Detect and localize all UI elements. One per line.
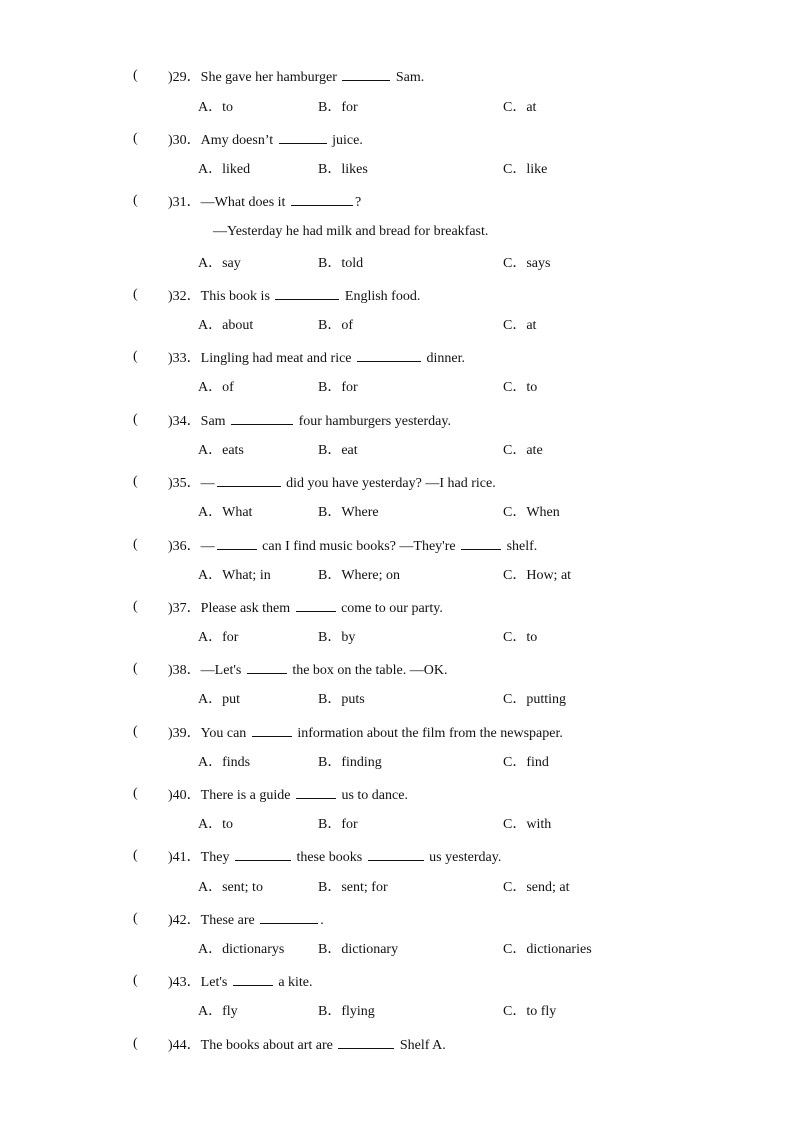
option-c[interactable]: C．send; at <box>503 880 570 895</box>
question-text <box>168 722 563 744</box>
answer-paren-close: ) <box>168 1038 173 1053</box>
answer-blank[interactable] <box>252 722 292 737</box>
question-number: 37 <box>172 601 187 616</box>
answer-paren-close: ) <box>168 476 173 491</box>
option-b[interactable]: B．Where; on <box>318 568 401 583</box>
option-a[interactable]: A．put <box>198 692 240 707</box>
question-line <box>0 722 794 742</box>
option-c[interactable]: C．putting <box>503 692 567 707</box>
question-number-dot: ． <box>186 726 201 741</box>
answer-paren[interactable]: ( <box>133 911 138 926</box>
option-b[interactable]: B．likes <box>318 162 368 177</box>
option-c[interactable]: C．to <box>503 380 538 395</box>
question-text-part: shelf. <box>503 539 538 554</box>
question-number: 31 <box>172 195 187 210</box>
question-number: 32 <box>172 289 187 304</box>
question-text-part: —Let's <box>200 663 245 678</box>
option-a[interactable]: A．What <box>198 505 253 520</box>
option-c[interactable]: C．to fly <box>503 1004 557 1019</box>
question-line <box>0 659 794 679</box>
question-text <box>168 285 420 307</box>
option-a[interactable]: A．What; in <box>198 568 271 583</box>
question-line <box>0 846 794 866</box>
option-b[interactable]: B．told <box>318 256 364 271</box>
option-a[interactable]: A．finds <box>198 755 251 770</box>
question-text-part: Amy doesn’t <box>200 133 277 148</box>
answer-paren-close: ) <box>168 289 173 304</box>
answer-paren-close: ) <box>168 351 173 366</box>
question-text-part: Let's <box>200 975 231 990</box>
question-text <box>168 971 313 993</box>
question-text <box>168 129 363 151</box>
answer-paren-close: ) <box>168 913 173 928</box>
question-text <box>168 410 451 432</box>
question-line <box>0 597 794 617</box>
question-number: 33 <box>172 351 187 366</box>
answer-blank[interactable] <box>247 659 287 674</box>
answer-blank[interactable] <box>231 410 293 425</box>
answer-paren[interactable]: ( <box>133 724 138 739</box>
question-number: 44 <box>172 1038 187 1053</box>
option-c[interactable]: C．How; at <box>503 568 572 583</box>
answer-blank[interactable] <box>233 971 273 986</box>
question-text <box>168 659 447 681</box>
question-text <box>168 909 324 931</box>
question-text <box>168 535 537 557</box>
question-number-dot: ． <box>186 414 201 429</box>
answer-paren[interactable]: ( <box>133 661 138 676</box>
question-sub-text: —Yesterday he had milk and bread for breakfast. <box>213 224 489 239</box>
question-text-part: ? <box>354 195 362 210</box>
answer-blank[interactable] <box>342 66 390 81</box>
question-number-dot: ． <box>186 913 201 928</box>
question-number-dot: ． <box>186 289 201 304</box>
question-number-dot: ． <box>186 351 201 366</box>
options-line <box>0 1002 794 1022</box>
question-line <box>0 784 794 804</box>
question-text-part: Please ask them <box>200 601 294 616</box>
answer-paren[interactable]: ( <box>133 287 138 302</box>
question-line <box>0 66 794 86</box>
option-b[interactable]: B．sent; for <box>318 880 388 895</box>
answer-blank[interactable] <box>217 472 281 487</box>
question-number: 41 <box>172 850 187 865</box>
question-text-part: dinner. <box>423 351 466 366</box>
question-text-part: There is a guide <box>200 788 294 803</box>
options-line <box>0 628 794 648</box>
question-text-part: She gave her hamburger <box>200 70 341 85</box>
answer-paren[interactable]: ( <box>133 1036 138 1051</box>
option-c[interactable]: C．with <box>503 817 552 832</box>
options-line <box>0 98 794 118</box>
answer-paren-close: ) <box>168 601 173 616</box>
option-b[interactable]: B．finding <box>318 755 382 770</box>
option-b[interactable]: B．by <box>318 630 356 645</box>
question-number: 39 <box>172 726 187 741</box>
option-b[interactable]: B．of <box>318 318 353 333</box>
question-number-dot: ． <box>186 601 201 616</box>
option-c[interactable]: C．find <box>503 755 549 770</box>
option-a[interactable]: A．to <box>198 100 233 115</box>
answer-paren-close: ) <box>168 975 173 990</box>
question-text-part: Sam. <box>392 70 425 85</box>
question-text-part: come to our party. <box>337 601 443 616</box>
question-number-dot: ． <box>186 539 201 554</box>
question-number-dot: ． <box>186 195 201 210</box>
question-text-part: did you have yesterday? —I had rice. <box>282 476 496 491</box>
option-a[interactable]: A．fly <box>198 1004 238 1019</box>
options-line <box>0 690 794 710</box>
question-text-part: us yesterday. <box>425 850 502 865</box>
question-line <box>0 285 794 305</box>
question-number-dot: ． <box>186 70 201 85</box>
answer-paren[interactable]: ( <box>133 786 138 801</box>
question-text <box>168 191 361 213</box>
question-number: 40 <box>172 788 187 803</box>
option-a[interactable]: A．dictionarys <box>198 942 285 957</box>
answer-blank[interactable] <box>296 784 336 799</box>
question-subline <box>0 222 794 242</box>
option-b[interactable]: B．Where <box>318 505 379 520</box>
answer-paren-close: ) <box>168 850 173 865</box>
question-text <box>168 1034 446 1056</box>
answer-paren-close: ) <box>168 788 173 803</box>
answer-paren[interactable]: ( <box>133 599 138 614</box>
answer-paren-close: ) <box>168 539 173 554</box>
options-line <box>0 566 794 586</box>
answer-paren[interactable]: ( <box>133 412 138 427</box>
option-a[interactable]: A．eats <box>198 443 244 458</box>
option-c[interactable]: C．at <box>503 100 537 115</box>
question-number: 38 <box>172 663 187 678</box>
option-c[interactable]: C．to <box>503 630 538 645</box>
question-line <box>0 909 794 929</box>
question-text-part: The books about art are <box>200 1038 337 1053</box>
options-line <box>0 815 794 835</box>
question-text-part: Sam <box>200 414 230 429</box>
answer-paren[interactable]: ( <box>133 193 138 208</box>
question-text-part: —What does it <box>200 195 289 210</box>
answer-paren[interactable]: ( <box>133 537 138 552</box>
question-text-part: juice. <box>328 133 363 148</box>
question-line <box>0 1034 794 1054</box>
options-line <box>0 160 794 180</box>
answer-blank[interactable] <box>217 535 257 550</box>
answer-blank[interactable] <box>291 191 353 206</box>
question-number-dot: ． <box>186 788 201 803</box>
question-number: 35 <box>172 476 187 491</box>
question-text-part: four hamburgers yesterday. <box>295 414 451 429</box>
question-number: 29 <box>172 70 187 85</box>
question-line <box>0 472 794 492</box>
question-text-part: This book is <box>200 289 274 304</box>
answer-blank[interactable] <box>368 846 424 861</box>
question-text-part: — <box>200 476 215 491</box>
answer-paren-close: ) <box>168 414 173 429</box>
option-b[interactable]: B．for <box>318 817 358 832</box>
question-number: 30 <box>172 133 187 148</box>
option-a[interactable]: A．say <box>198 256 241 271</box>
answer-paren[interactable]: ( <box>133 474 138 489</box>
answer-blank[interactable] <box>235 846 291 861</box>
option-c[interactable]: C．dictionaries <box>503 942 592 957</box>
options-line <box>0 254 794 274</box>
question-text-part: can I find music books? —They're <box>258 539 460 554</box>
question-text-part: They <box>200 850 233 865</box>
question-number-dot: ． <box>186 850 201 865</box>
answer-blank[interactable] <box>279 129 327 144</box>
options-line <box>0 441 794 461</box>
question-number: 34 <box>172 414 187 429</box>
question-line <box>0 971 794 991</box>
option-a[interactable]: A．liked <box>198 162 251 177</box>
answer-paren[interactable]: ( <box>133 131 138 146</box>
question-number: 42 <box>172 913 187 928</box>
question-line <box>0 347 794 367</box>
question-number-dot: ． <box>186 663 201 678</box>
option-c[interactable]: C．ate <box>503 443 543 458</box>
question-text <box>168 66 424 88</box>
answer-paren-close: ) <box>168 133 173 148</box>
options-line <box>0 503 794 523</box>
answer-blank[interactable] <box>296 597 336 612</box>
question-line <box>0 191 794 211</box>
option-b[interactable]: B．for <box>318 100 358 115</box>
answer-blank[interactable] <box>338 1034 394 1049</box>
question-text-part: us to dance. <box>337 788 408 803</box>
question-text-part: — <box>200 539 215 554</box>
question-number-dot: ． <box>186 975 201 990</box>
options-line <box>0 316 794 336</box>
option-c[interactable]: C．says <box>503 256 551 271</box>
options-line <box>0 878 794 898</box>
question-text-part: these books <box>292 850 366 865</box>
question-line <box>0 129 794 149</box>
question-number-dot: ． <box>186 133 201 148</box>
question-number-dot: ． <box>186 476 201 491</box>
question-line <box>0 535 794 555</box>
answer-paren-close: ) <box>168 70 173 85</box>
answer-paren[interactable]: ( <box>133 848 138 863</box>
answer-paren[interactable]: ( <box>133 973 138 988</box>
question-number-dot: ． <box>186 1038 201 1053</box>
answer-paren[interactable]: ( <box>133 349 138 364</box>
question-text-part: You can <box>200 726 250 741</box>
option-b[interactable]: B．for <box>318 380 358 395</box>
question-line <box>0 410 794 430</box>
question-text-part: information about the film from the newspaper. <box>293 726 563 741</box>
options-line <box>0 378 794 398</box>
question-text <box>168 597 443 619</box>
question-text <box>168 846 501 868</box>
answer-blank[interactable] <box>461 535 501 550</box>
question-text <box>168 472 496 494</box>
answer-blank[interactable] <box>275 285 339 300</box>
answer-blank[interactable] <box>260 909 318 924</box>
option-a[interactable]: A．of <box>198 380 234 395</box>
option-b[interactable]: B．dictionary <box>318 942 399 957</box>
question-text-part: a kite. <box>274 975 313 990</box>
option-a[interactable]: A．for <box>198 630 239 645</box>
question-text-part: English food. <box>341 289 421 304</box>
question-text-part: the box on the table. —OK. <box>288 663 448 678</box>
option-c[interactable]: C．at <box>503 318 537 333</box>
option-a[interactable]: A．sent; to <box>198 880 263 895</box>
answer-paren-close: ) <box>168 195 173 210</box>
option-b[interactable]: B．flying <box>318 1004 375 1019</box>
answer-blank[interactable] <box>357 347 421 362</box>
question-text-part: These are <box>200 913 259 928</box>
question-number: 36 <box>172 539 187 554</box>
option-c[interactable]: C．When <box>503 505 560 520</box>
answer-paren-close: ) <box>168 663 173 678</box>
question-number: 43 <box>172 975 187 990</box>
question-text-part: Lingling had meat and rice <box>200 351 356 366</box>
options-line <box>0 940 794 960</box>
options-line <box>0 753 794 773</box>
question-text-part: . <box>320 913 324 928</box>
option-b[interactable]: B．eat <box>318 443 358 458</box>
answer-paren-close: ) <box>168 726 173 741</box>
question-text <box>168 784 408 806</box>
question-text-part: Shelf A. <box>396 1038 446 1053</box>
option-c[interactable]: C．like <box>503 162 548 177</box>
option-b[interactable]: B．puts <box>318 692 365 707</box>
question-text <box>168 347 465 369</box>
option-a[interactable]: A．to <box>198 817 233 832</box>
answer-paren[interactable]: ( <box>133 68 138 83</box>
option-a[interactable]: A．about <box>198 318 254 333</box>
